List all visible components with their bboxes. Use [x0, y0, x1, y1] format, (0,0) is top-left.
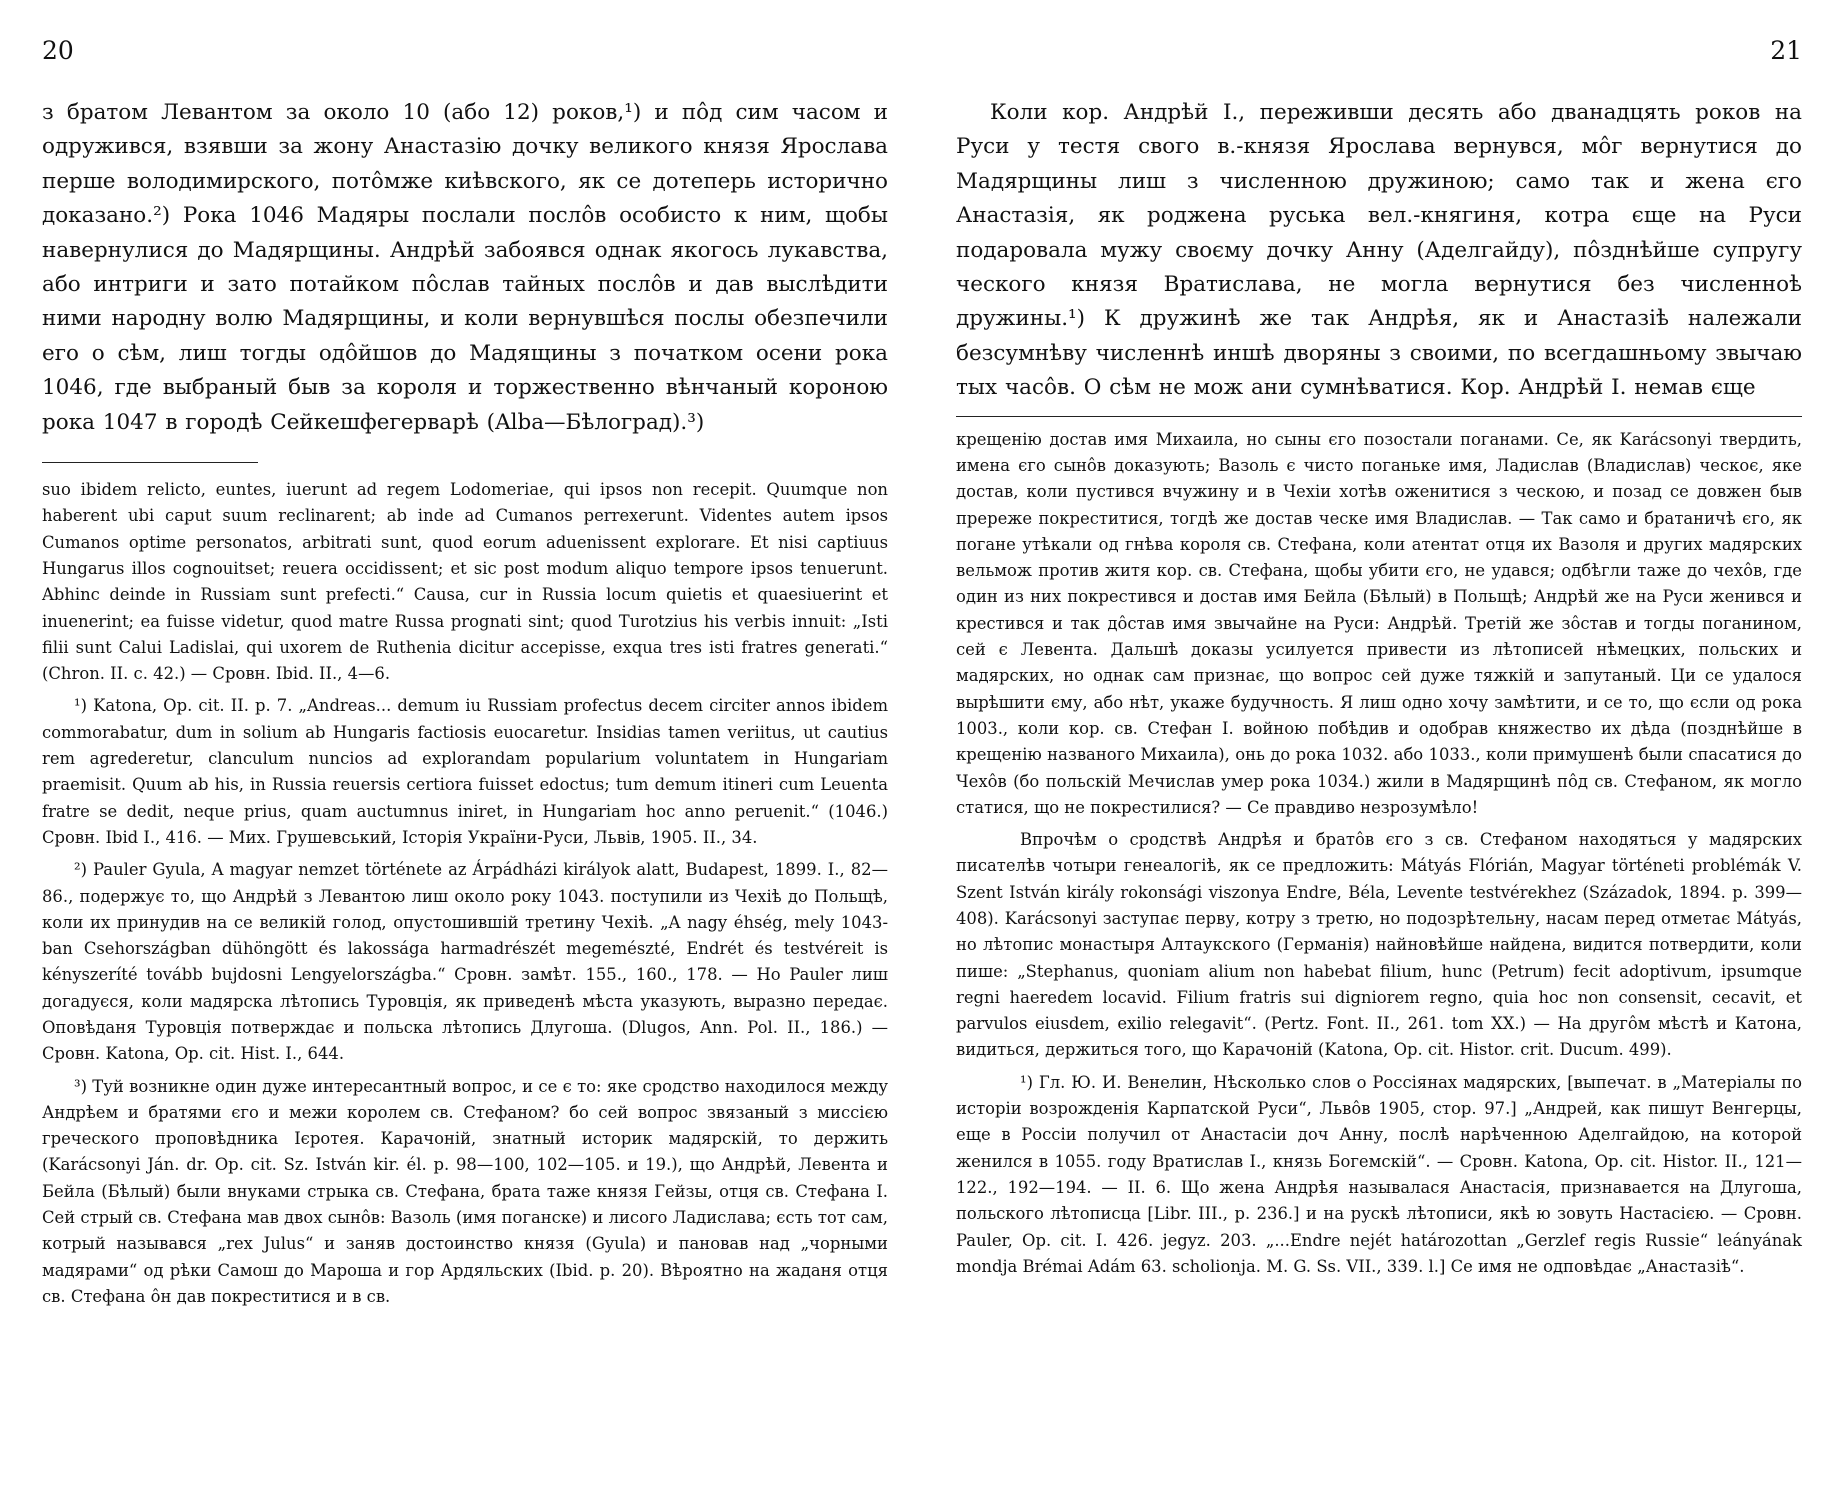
right-page	[922, 0, 1844, 1500]
footnote-separator	[42, 462, 258, 463]
footnote-3: ³) Туй возникне один дуже интересантный вопрос, и се є то: яке сродство находилося между Андрѣем и братями єго и межи королем св. Стефаном? бо сей вопрос звязаный з миссією греческого проповѣдника Ієротея. Карачоній, знатный историк мадярскій, то держить (Karácsonyi Ján. dr. Op. cit. Sz. István kir. él. p. 98—100, 102—105. и 19.), що Андрѣй, Левента и Бейла (Бѣлый) были внуками стрыка св. Стефана, брата таже князя Гейзы, отця св. Стефана I. Сей стрый св. Стефана мав двох сынôв: Вазоль (имя поганске) и лисого Ладислава; єсть тот сам, котрый назывався „rex Julus“ и заняв достоинство князя (Gyula) и пановав над „чорными мадярами“ од рѣки Самош до Мароша и гор Ардяльских (Ibid. p. 20). Вѣроятно на жаданя отця св. Стефана ôн дав покреститися и в св.	[42, 1076, 888, 1306]
footnote-1: ¹) Katona, Op. cit. II. p. 7. „Andreas... demum iu Russiam profectus decem circiter annos ibidem commorabatur, dum in solium ab Hungaris factiosis euocaretur. Insidias tamen veriitus, ut cautius rem agrederetur, clanculum nuncios ad explorandam popularium voluntatem in Hungariam praemisit. Quum ab his, in Russia reuersis certiora fuisset edoctus; tum demum itineri cum Leuenta fratre se dedit, neque prius, quam auctumnus iniret, in Hungariam hoc anno peruenit.“ (1046.) Сровн. Ibid I., 416. — Мих. Грушевський, Історія України-Руси, Львів, 1905. II., 34.	[42, 696, 888, 847]
page-number: 20	[42, 36, 74, 65]
footnotes	[42, 477, 888, 1310]
footnote-1: ¹) Гл. Ю. И. Венелин, Нѣсколько слов о Россіянах мадярских, [выпечат. в „Матеріалы по исторіи возрожденія Карпатской Руси“, Львôв 1905, стор. 97.] „Андрей, как пишут Венгерцы, еще в Россіи получил от Анастасіи доч Анну, послѣ нарѣченною Аделгайдою, на которой женился в 1055. году Вратислав I., князь Богемскій“. — Сровн. Katona, Op. cit. Histor. II., 121—122., 192—194. — II. 6. Що жена Андрѣя называлася Анастасія, признавается на Длугоша, польского лѣтописца [Libr. III., p. 236.] и на рускѣ лѣтописи, якѣ ю зовуть Настасією. — Сровн. Pauler, Op. cit. I. 426. jegyz. 203. „...Endre nejét határozottan „Gerzlef regis Russie“ leányának mondja Brémai Adám 63. scholionja. M. G. Ss. VII., 339. l.] Се имя не одповѣдає „Анастазіѣ“.	[956, 1072, 1802, 1276]
body-paragraph: з братом Левантом за около 10 (або 12) роков,¹) и пôд сим часом и одружився, взявши за жону Анастазію дочку великого князя Ярослава перше володимирского, потôмже киѣвского, як се дотеперь исторично доказано.²) Рока 1046 Мадяры послали послôв особисто к ним, щобы навернулися до Мадярщины. Андрѣй забоявся однак якогось лукавства, або интриги и зато потайком пôслав тайных послôв и дав выслѣдити ними народну волю Мадярщины, и коли вернувшѣся послы обезпечили его о сѣм, лиш тогды одôйшов до Мадящины з початком осени рока 1046, где выбраный быв за короля и торжественно вѣнчаный короною рока 1047 в городѣ Сейкешфегерварѣ (Alba—Бѣлоград).³)	[42, 100, 888, 435]
body-paragraph: Коли кор. Андрѣй I., переживши десять або дванадцять роков на Руси у тестя свого в.-князя Ярослава вернувся, мôг вернутися до Мадярщины лиш з численною дружиною; само так и жена єго Анастазія, як роджена руська вел.-княгиня, котра єще на Руси подаровала мужу своєму дочку Анну (Аделгайду), пôзднѣйше супругу ческого князя Вратислава, не могла вернутися без численноѣ дружины.¹) К дружинѣ же так Андрѣя, як и Анастазіѣ належали безсумнѣву численнѣ иншѣ дворяны з своими, по всегдашньому звычаю тых часôв. О сѣм не мож ани сумнѣватися. Кор. Андрѣй I. немав єще	[956, 100, 1802, 401]
footnotes	[956, 427, 1802, 1281]
footnote-2: ²) Pauler Gyula, A magyar nemzet története az Árpádházi királyok alatt, Budapest, 1899. I., 82—86., подержує то, що Андрѣй з Левантою лиш около року 1043. поступили из Чехіѣ до Польщѣ, коли их принудив на се великій голод, опустошившій третину Чехіѣ. „A nagy éhség, mely 1043-ban Csehországban dühöngött és lakossága harmadrészét megemészté, Endrét és testvéreit is kényszeríté tovább bujdosni Lengyelországba.“ Сровн. замѣт. 155., 160., 178. — Но Pauler лиш догадуєся, коли мадярска лѣтопись Туровція, як приведенѣ мѣста указують, выразно передає. Оповѣданя Туровція потверждає и польска лѣтопись Длугоша. (Dlugos, Ann. Pol. II., 186.) — Сровн. Katona, Op. cit. Hist. I., 644.	[42, 860, 888, 1064]
main-text	[956, 96, 1802, 406]
footnote-paragraph: Впрочѣм о сродствѣ Андрѣя и братôв єго з св. Стефаном находяться у мадярских писателѣв чотыри генеалогіѣ, як се предложить: Mátyás Flórián, Magyar történeti problémák V. Szent István király rokonsági viszonya Endre, Béla, Levente testvérekhez (Századok, 1894. p. 399—408). Karácsonyi заступає перву, котру з третю, но подозрѣтельну, насам перед отметає Mátyás, но лѣтопис монастыря Алтаукского (Германія) найновѣйше найдена, видится потвердити, коли пише: „Stephanus, quoniam alium non habebat filium, hunc (Petrum) fecit adoptivum, ipsumque regni haeredem locavid. Filium fratris sui digniorem regno, quia hoc non consensit, cecavit, et parvulos eiusdem, exilio relegavit“. (Pertz. Font. II., 261. tom XX.) — На другôм мѣстѣ и Катона, видиться, держиться того, що Карачоній (Katona, Op. cit. Histor. crit. Ducum. 499).	[956, 830, 1802, 1060]
page-number: 21	[1770, 36, 1802, 65]
main-text	[42, 96, 888, 440]
footnote-continued: suo ibidem relicto, euntes, iuerunt ad regem Lodomeriae, qui ipsos non recepit. Quumque non haberent ubi caput suum reclinarent; ab inde ad Cumanos perrexerunt. Videntes autem ipsos Cumanos optime personatos, arbitrati sunt, quod eorum aduenissent explorare. Et nisi captiuus Hungarus illos cognouitset; reuera occidissent; et sic post modum aliquo tempore ipsos tenuerunt. Abhinc deinde in Russiam sunt prefecti.“ Causa, cur in Russia locum quietis et quaesiuerint et inuenerint; ea fuisse videtur, quod matre Russa prognati sint; quod Turotzius his verbis innuit: „Isti filii sunt Calui Ladislai, qui uxorem de Ruthenia dicitur accepisse, exqua tres isti fratres generati.“ (Chron. II. c. 42.) — Сровн. Ibid. II., 4—6.	[42, 480, 888, 684]
footnote-separator	[956, 416, 1802, 417]
footnote-continued: крещенію достав имя Михаила, но сыны єго позостали поганами. Се, як Karácsonyi твердить, имена єго сынôв доказують; Вазоль є чисто поганьке имя, Ладислав (Владислав) ческоє, яке достав, коли пустився вчужину и в Чехіи хотѣв оженитися з ческою, и позад се довжен быв пререже покреститися, тогдѣ же достав ческе имя Владислав. — Так само и братаничѣ єго, як погане утѣкали од гнѣва короля св. Стефана, коли атентат отця их Вазоля и других мадярских вельмож против житя кор. св. Стефана, щобы убити єго, не удався; одбѣгли таже до чехôв, где один из них покрестився и достав имя Бейла (Бѣлый) в Польщѣ; Андрѣй же на Руси женився и крестився и так дôстав имя звычайне на Руси: Андрѣй. Третій же зôстав и тогды поганином, сей є Левента. Дальшѣ доказы усилуется привести из лѣтописей нѣмецких, польских и мадярских, но однак сам признає, що вопрос сей дуже тяжкій и запутаный. Ци се удалося вырѣшити єму, або нѣт, укаже будучность. Я лиш одно хочу замѣтити, и се то, що єсли од рока 1003., коли кор. св. Стефан I. войною побѣдив и одобрав княжество их дѣда (позднѣйше в крещенію названого Михаила), онь до рока 1032. або 1033., коли примушенѣ были спасатися до Чехôв (бо польскій Мечислав умер рока 1034.) жили в Мадярщинѣ пôд св. Стефаном, як могло статися, що не покрестилися? — Се правдиво незрозумѣло!	[956, 429, 1802, 817]
